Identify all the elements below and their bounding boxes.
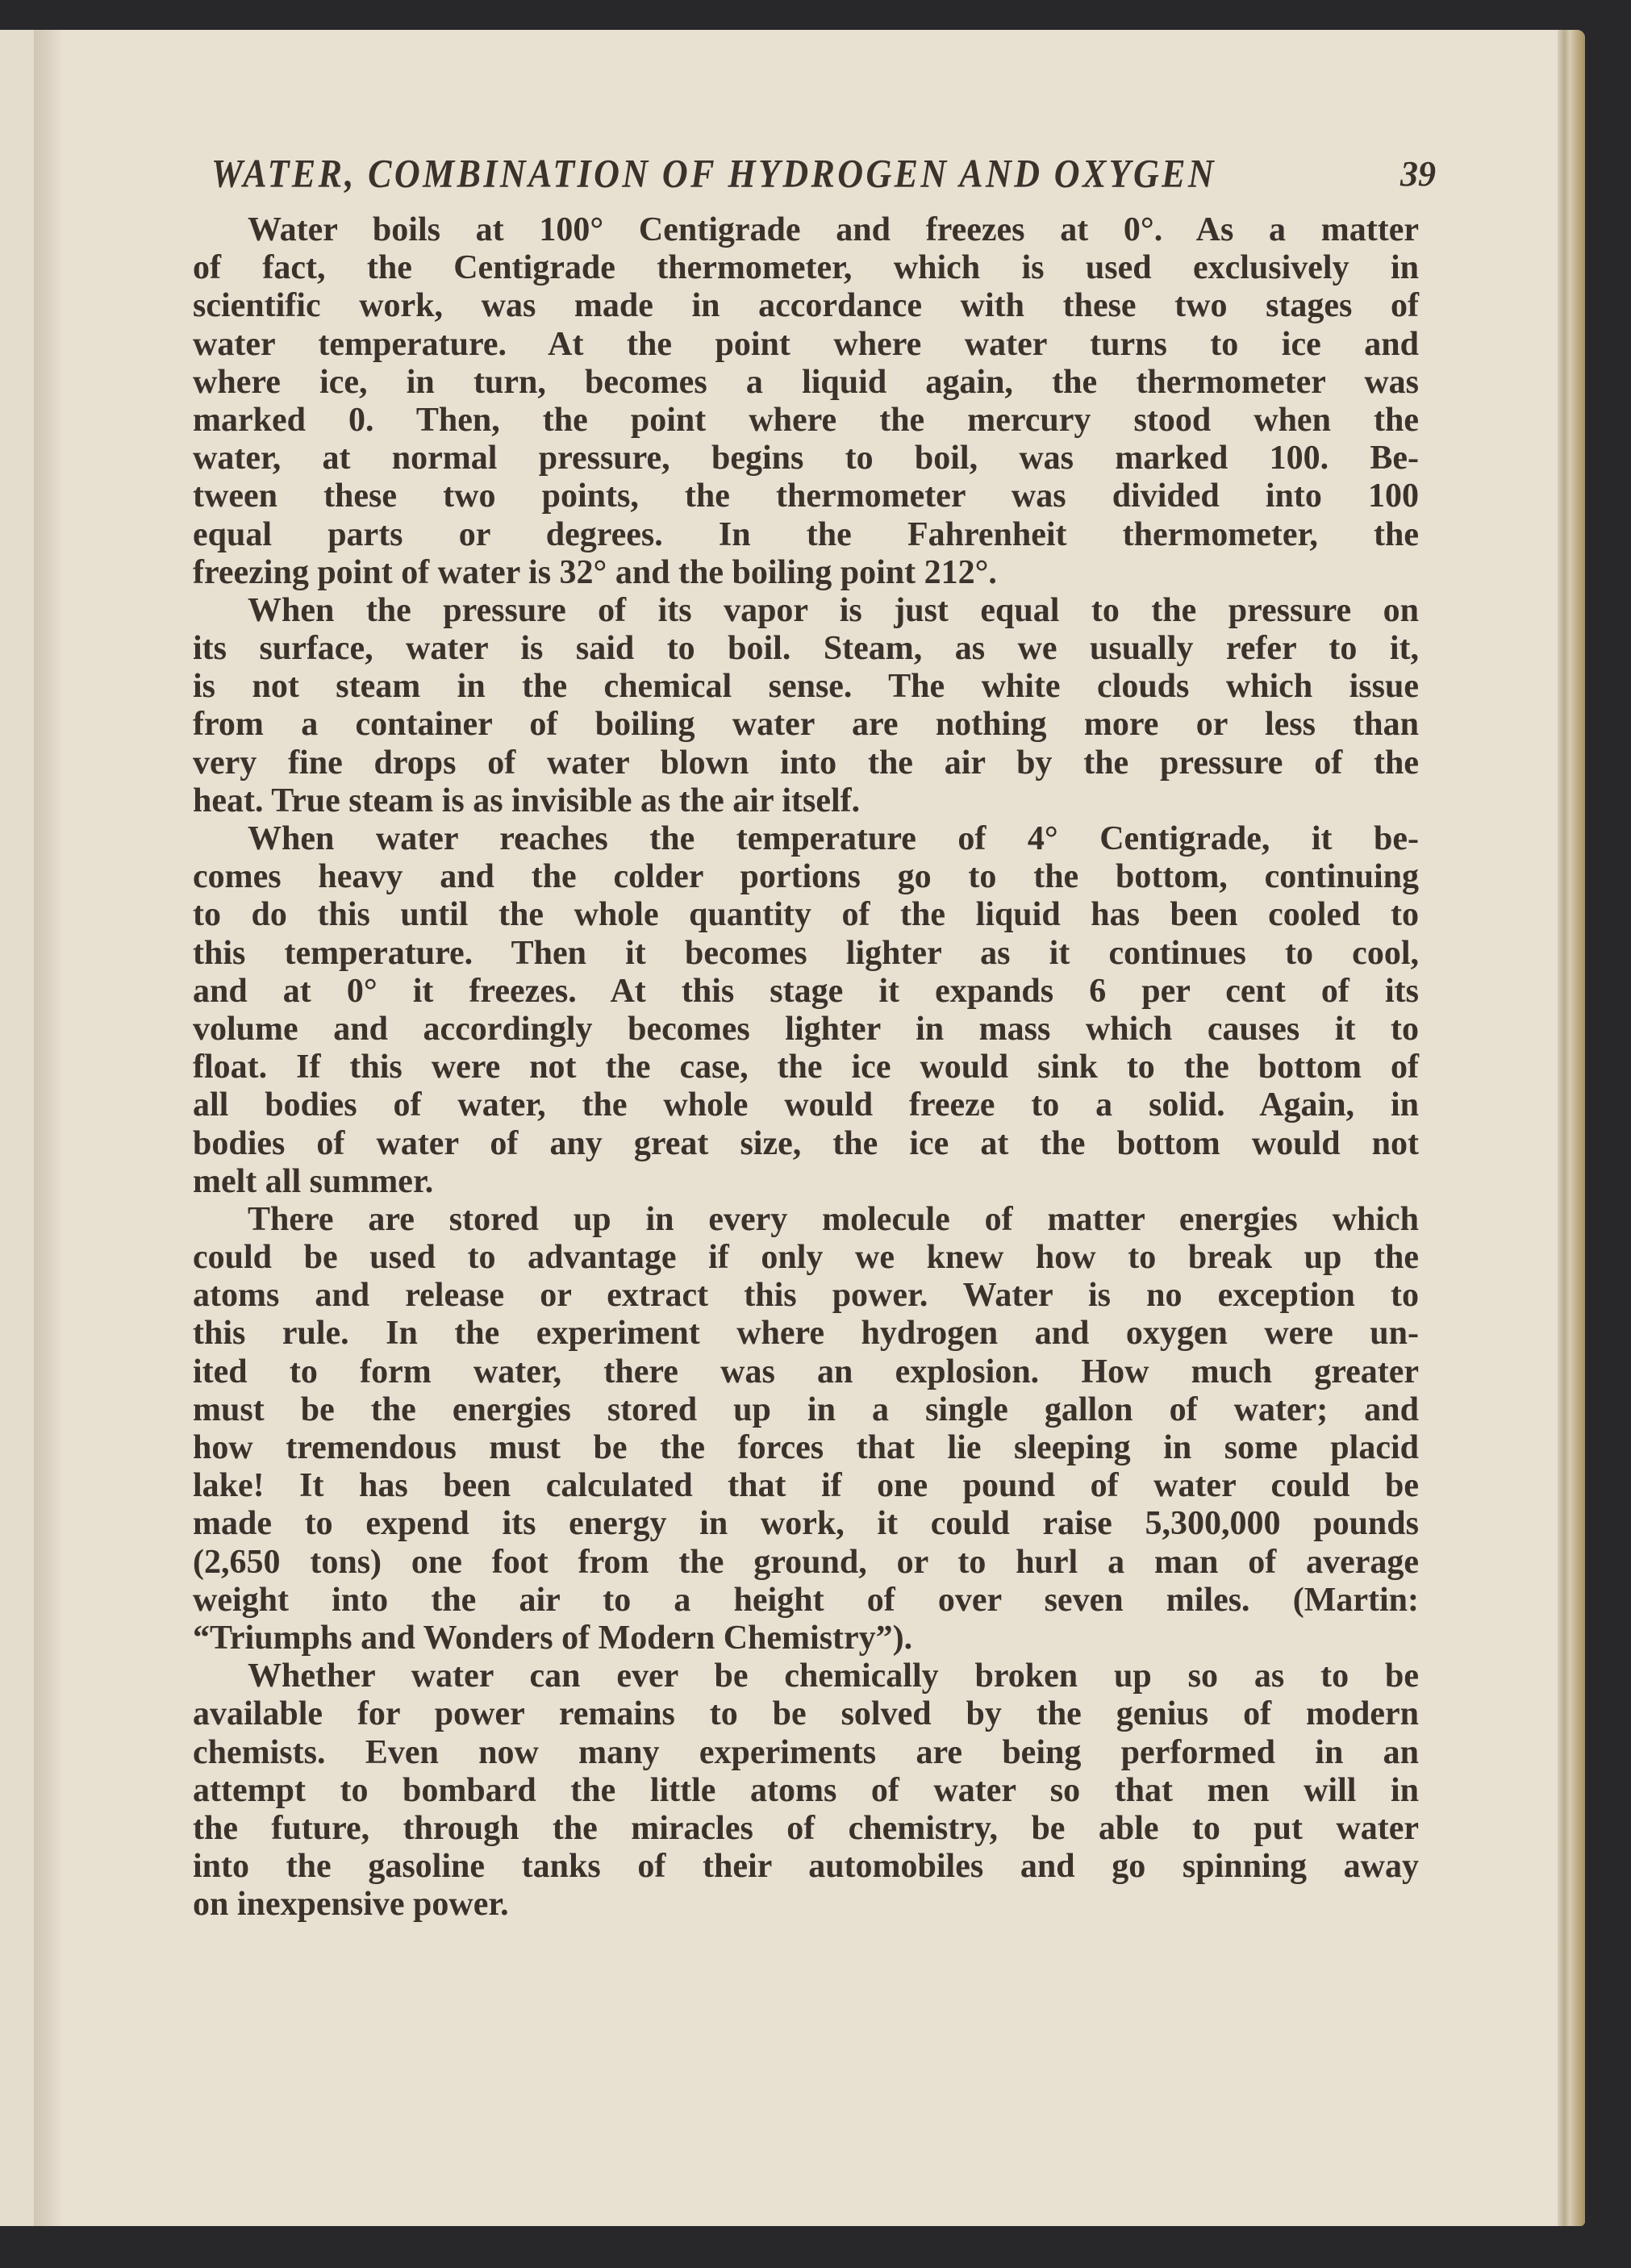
text-line: very fine drops of water blown into the air by the pressure of the [193,744,1419,782]
text-line: into the gasoline tanks of their automobiles and go spinning away [193,1848,1419,1886]
text-line: There are stored up in every molecule of matter energies which [248,1200,1419,1238]
binding-gutter [34,30,63,2226]
text-line: comes heavy and the colder portions go to the bottom, continuing [193,858,1419,896]
text-line: where ice, in turn, becomes a liquid again, the thermometer was [193,363,1419,401]
text-line: When water reaches the temperature of 4° Centigrade, it be- [248,820,1419,857]
text-line: water temperature. At the point where water turns to ice and [193,325,1419,363]
text-line: its surface, water is said to boil. Steam, as we usually refer to it, [193,630,1419,668]
text-line: on inexpensive power. [193,1886,509,1924]
text-line: bodies of water of any great size, the ice at the bottom would not [193,1124,1419,1162]
text-line: could be used to advantage if only we knew how to break up the [193,1239,1419,1277]
text-line: lake! It has been calculated that if one pound of water could be [193,1467,1419,1505]
page-stack-edge [1558,30,1585,2226]
text-line: marked 0. Then, the point where the mercury stood when the [193,401,1419,439]
text-line: water, at normal pressure, begins to boil, was marked 100. Be- [193,440,1419,477]
text-line: to do this until the whole quantity of the liquid has been cooled to [193,896,1419,934]
text-line: (2,650 tons) one foot from the ground, or to hurl a man of average [193,1543,1419,1581]
text-line: float. If this were not the case, the ice would sink to the bottom of [193,1049,1419,1086]
text-line: this temperature. Then it becomes lighter as it continues to cool, [193,934,1419,972]
paragraph [193,1201,1419,1657]
text-line: volume and accordingly becomes lighter in mass which causes it to [193,1010,1419,1048]
text-line: is not steam in the chemical sense. The white clouds which issue [193,668,1419,706]
text-line: Water boils at 100° Centigrade and freezes at 0°. As a matter [248,211,1419,248]
text-line: Whether water can ever be chemically broken up so as to be [248,1657,1419,1695]
text-line: chemists. Even now many experiments are being performed in an [193,1733,1419,1771]
text-line: weight into the air to a height of over seven miles. (Martin: [193,1581,1419,1619]
text-line: ited to form water, there was an explosion. How much greater [193,1353,1419,1390]
text-line: attempt to bombard the little atoms of water so that men will in [193,1771,1419,1809]
text-line: tween these two points, the thermometer was divided into 100 [193,477,1419,515]
paragraph [193,1657,1419,1924]
text-line: how tremendous must be the forces that lie sleeping in some placid [193,1429,1419,1466]
text-line: from a container of boiling water are nothing more or less than [193,706,1419,744]
text-line: must be the energies stored up in a single gallon of water; and [193,1390,1419,1428]
page-number: 39 [1400,154,1436,194]
text-line: scientific work, was made in accordance with these two stages of [193,287,1419,325]
facing-page-edge [0,30,34,2226]
text-line: “Triumphs and Wonders of Modern Chemistry”). [193,1619,913,1657]
text-line: the future, through the miracles of chemistry, be able to put water [193,1809,1419,1847]
body-text [193,211,1419,1924]
text-line: atoms and release or extract this power. Water is no exception to [193,1277,1419,1315]
chapter-title: WATER, COMBINATION OF HYDROGEN AND OXYGEN [211,152,1217,196]
paragraph [193,211,1419,592]
text-line: heat. True steam is as invisible as the air itself. [193,782,861,819]
text-line: available for power remains to be solved by the genius of modern [193,1695,1419,1733]
paragraph [193,820,1419,1201]
text-line: melt all summer. [193,1162,434,1200]
text-line: made to expend its energy in work, it could raise 5,300,000 pounds [193,1505,1419,1543]
text-line: and at 0° it freezes. At this stage it expands 6 per cent of its [193,972,1419,1010]
text-line: equal parts or degrees. In the Fahrenheit thermometer, the [193,515,1419,553]
text-line: this rule. In the experiment where hydrogen and oxygen were un- [193,1315,1419,1353]
text-line: freezing point of water is 32° and the boiling point 212°. [193,553,997,591]
text-line: all bodies of water, the whole would freeze to a solid. Again, in [193,1086,1419,1124]
text-line: of fact, the Centigrade thermometer, which is used exclusively in [193,249,1419,287]
text-line: When the pressure of its vapor is just equal to the pressure on [248,591,1419,629]
paragraph [193,592,1419,820]
running-header [211,153,1436,194]
